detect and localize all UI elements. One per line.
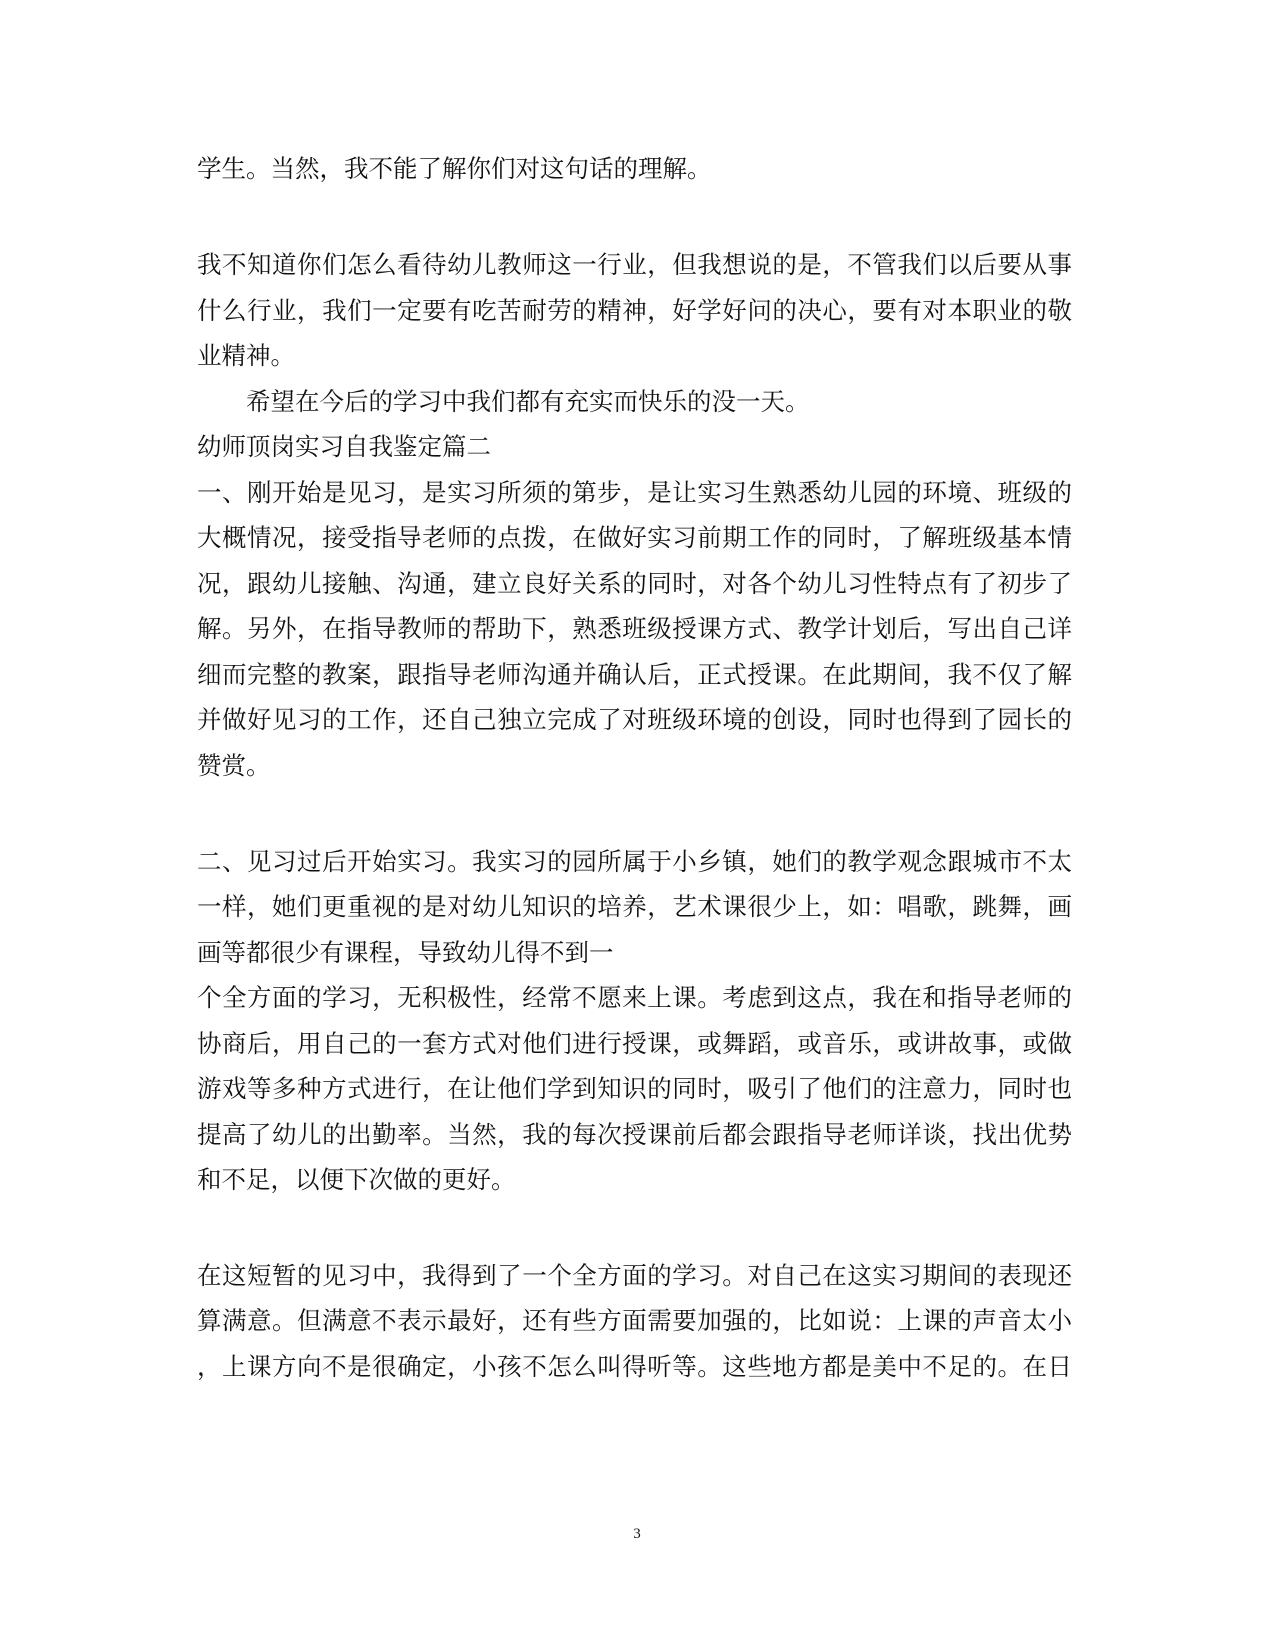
section-heading: 幼师顶岗实习自我鉴定篇二 — [197, 432, 491, 461]
text-line: 学生。当然，我不能了解你们对这句话的理解。 — [197, 154, 712, 183]
text-line: 画等都很少有课程，导致幼儿得不到一 — [197, 938, 614, 967]
text-line: 二、见习过后开始实习。我实习的园所属于小乡镇，她们的教学观念跟城市不太 — [197, 847, 1072, 876]
text-line: 算满意。但满意不表示最好，还有些方面需要加强的，比如说：上课的声音太小 — [197, 1306, 1072, 1335]
text-line: 希望在今后的学习中我们都有充实而快乐的没一天。 — [246, 387, 810, 416]
text-line: 大概情况，接受指导老师的点拨，在做好实习前期工作的同时，了解班级基本情 — [197, 523, 1072, 552]
text-line: 业精神。 — [197, 341, 295, 370]
text-line: 细而完整的教案，跟指导老师沟通并确认后，正式授课。在此期间，我不仅了解 — [197, 660, 1072, 689]
text-line: 在这短暂的见习中，我得到了一个全方面的学习。对自己在这实习期间的表现还 — [197, 1261, 1072, 1290]
text-line: 并做好见习的工作，还自己独立完成了对班级环境的创设，同时也得到了园长的 — [197, 705, 1072, 734]
text-line: 一、刚开始是见习，是实习所须的第步，是让实习生熟悉幼儿园的环境、班级的 — [197, 478, 1072, 507]
text-line: 什么行业，我们一定要有吃苦耐劳的精神，好学好问的决心，要有对本职业的敬 — [197, 296, 1072, 325]
text-line: 个全方面的学习，无积极性，经常不愿来上课。考虑到这点，我在和指导老师的 — [197, 983, 1072, 1012]
text-line: 赞赏。 — [197, 751, 271, 780]
text-line: 提高了幼儿的出勤率。当然，我的每次授课前后都会跟指导老师详谈，找出优势 — [197, 1120, 1072, 1149]
page-number: 3 — [633, 1526, 641, 1542]
text-line: 一样，她们更重视的是对幼儿知识的培养，艺术课很少上，如：唱歌，跳舞，画 — [197, 892, 1072, 921]
text-line: 况，跟幼儿接触、沟通，建立良好关系的同时，对各个幼儿习性特点有了初步了 — [197, 569, 1072, 598]
text-line: 我不知道你们怎么看待幼儿教师这一行业，但我想说的是，不管我们以后要从事 — [197, 250, 1072, 279]
text-line: ，上课方向不是很确定，小孩不怎么叫得听等。这些地方都是美中不足的。在日 — [197, 1352, 1072, 1381]
text-line: 协商后，用自己的一套方式对他们进行授课，或舞蹈，或音乐，或讲故事，或做 — [197, 1029, 1072, 1058]
text-line: 解。另外，在指导教师的帮助下，熟悉班级授课方式、教学计划后，写出自己详 — [197, 614, 1072, 643]
text-line: 和不足，以便下次做的更好。 — [197, 1165, 516, 1194]
text-line: 游戏等多种方式进行，在让他们学到知识的同时，吸引了他们的注意力，同时也 — [197, 1074, 1072, 1103]
